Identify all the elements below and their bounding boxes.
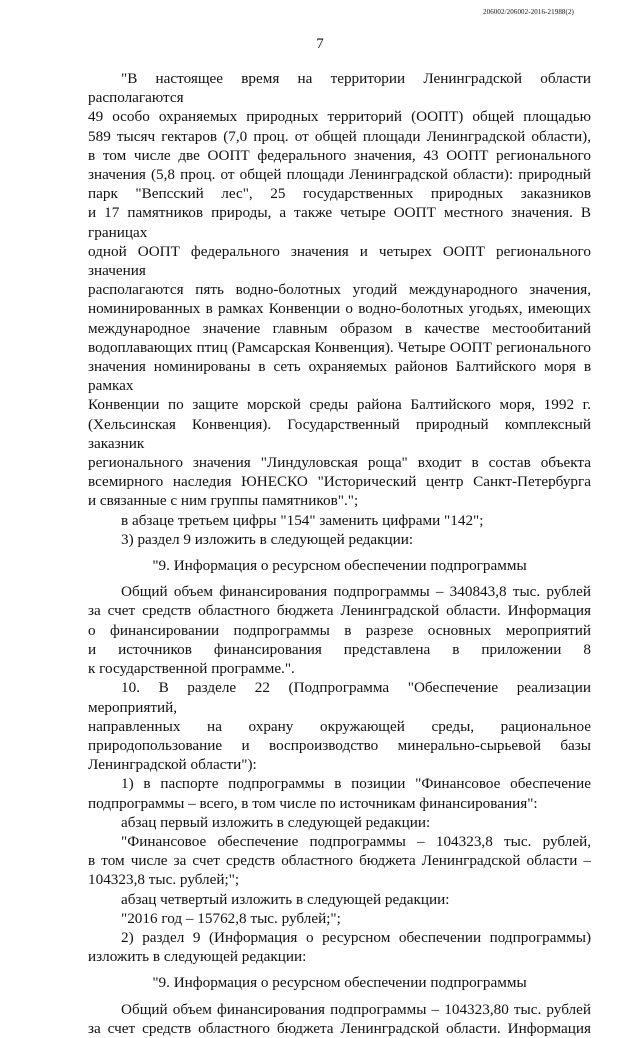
text-line: изложить в следующей редакции:	[88, 948, 307, 966]
text-line: Конвенции по защите морской среды района Балтийского моря, 1992 г.	[88, 396, 591, 414]
page-number: 7	[316, 36, 324, 52]
text-line: (Хельсинская Конвенция). Государственный природный комплексный заказник	[88, 415, 591, 452]
text-line: Общий объем финансирования подпрограммы – 104323,80 тыс. рублей	[121, 1000, 591, 1018]
text-line: 49 особо охраняемых природных территорий (ООПТ) общей площадью	[88, 108, 591, 126]
paragraph-2016: "2016 год – 15762,8 тыс. рублей;";	[121, 909, 341, 927]
text-line: 2) раздел 9 (Информация о ресурсном обеспечении подпрограммы)	[121, 928, 591, 946]
text-line: о финансировании подпрограммы в разрезе основных мероприятий	[88, 621, 591, 639]
paragraph-fourth-abzac: абзац четвертый изложить в следующей редакции:	[121, 890, 450, 908]
paragraph-section22	[88, 678, 591, 774]
text-line: 1) в паспорте подпрограммы в позиции "Финансовое обеспечение	[121, 775, 591, 793]
text-line: и источников финансирования представлена в приложении 8	[88, 640, 591, 658]
text-line: "Финансовое обеспечение подпрограммы – 104323,8 тыс. рублей,	[121, 832, 591, 850]
text-line: парк "Вепсский лес", 25 государственных природных заказников	[88, 185, 591, 203]
text-line: значения номинированы в сеть охраняемых районов Балтийского моря в рамках	[88, 358, 591, 395]
text-line: и 17 памятников природы, а также четыре ООПТ местного значения. В границах	[88, 204, 591, 241]
text-line: к государственной программе.".	[88, 660, 295, 678]
section-heading-2: "9. Информация о ресурсном обеспечении подпрограммы	[152, 974, 527, 992]
text-line: природопользование и воспроизводство минерально-сырьевой базы	[88, 736, 591, 754]
text-line: номинированных в рамках Конвенции о водно-болотных угодьях, имеющих	[88, 300, 591, 318]
paragraph-financing-1	[88, 582, 591, 678]
paragraph-oopt	[88, 69, 591, 511]
text-line: и связанные с ним группы памятников".";	[88, 492, 359, 510]
text-line: Ленинградской области"):	[88, 756, 257, 774]
paragraph-financing-2	[88, 1000, 591, 1038]
text-line: всемирного наследия ЮНЕСКО "Исторический центр Санкт-Петербурга	[88, 473, 591, 491]
paragraph-section9-intro: 3) раздел 9 изложить в следующей редакции:	[121, 530, 414, 548]
paragraph-passport	[88, 774, 591, 812]
text-line: "В настоящее время на территории Ленинградской области располагаются	[88, 70, 591, 107]
text-line: 10. В разделе 22 (Подпрограмма "Обеспечение реализации мероприятий,	[88, 679, 591, 716]
paragraph-amendment-digits: в абзаце третьем цифры "154" заменить цифрами "142";	[121, 511, 484, 529]
text-line: располагаются пять водно-болотных угодий международного значения,	[88, 281, 591, 299]
text-line: направленных на охрану окружающей среды, рациональное	[88, 717, 591, 735]
text-line: водоплавающих птиц (Рамсарская Конвенция). Четыре ООПТ регионального	[88, 338, 591, 356]
text-line: одной ООПТ федерального значения и четырех ООПТ регионального значения	[88, 242, 591, 280]
paragraph-financial-support	[88, 832, 591, 890]
section-heading-1: "9. Информация о ресурсном обеспечении подпрограммы	[152, 557, 527, 575]
text-line: за счет средств областного бюджета Ленинградской области. Информация	[88, 1019, 591, 1037]
text-line: международное значение главным образом в качестве местообитаний	[88, 319, 591, 337]
text-line: значения (5,8 проц. от общей площади Ленинградской области): природный	[88, 166, 591, 184]
text-line: 104323,8 тыс. рублей;";	[88, 871, 240, 889]
paragraph-first-abzac: абзац первый изложить в следующей редакции:	[121, 813, 431, 831]
text-line: подпрограммы – всего, в том числе по источникам финансирования":	[88, 794, 538, 812]
text-line: регионального значения "Линдуловская роща" входит в состав объекта	[88, 454, 591, 472]
text-line: в том числе две ООПТ федерального значения, 43 ООПТ регионального	[88, 146, 591, 164]
text-line: Общий объем финансирования подпрограммы – 340843,8 тыс. рублей	[121, 583, 591, 601]
text-line: за счет средств областного бюджета Ленинградской области. Информация	[88, 602, 591, 620]
text-line: 589 тысяч гектаров (7,0 проц. от общей площади Ленинградской области),	[88, 127, 591, 145]
document-id: 206002/206002-2016-21988(2)	[483, 8, 574, 16]
paragraph-section9-2	[88, 928, 591, 966]
document-body	[88, 69, 591, 1038]
text-line: в том числе за счет средств областного бюджета Ленинградской области –	[88, 852, 591, 870]
